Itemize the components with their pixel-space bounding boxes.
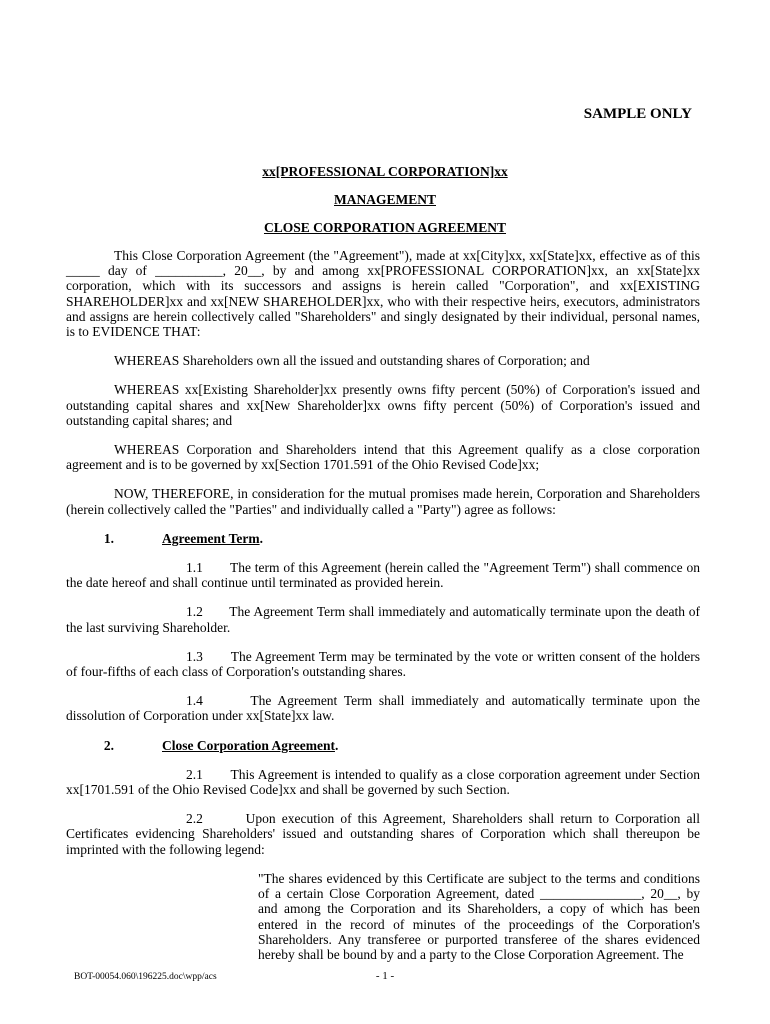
sample-only-stamp: SAMPLE ONLY [583, 106, 692, 122]
now-therefore-paragraph: NOW, THEREFORE, in consideration for the mutual promises made herein, Corporation and Shareholders (herein collectively called the "Parties" and individually called a "Party") agree as follows: [66, 486, 700, 517]
section-2-number: 2. [103, 737, 114, 753]
whereas-paragraph-2: WHEREAS xx[Existing Shareholder]xx presently owns fifty percent (50%) of Corporation's issued and outstanding capital shares and xx[New Shareholder]xx owns fifty percent (50%) of Corporation's issued and outstanding capital shares; and [66, 382, 700, 428]
section-1-number: 1. [103, 530, 114, 546]
page-number: - 1 - [375, 970, 395, 982]
section-2-2: 2.2 Upon execution of this Agreement, Shareholders shall return to Corporation all Certificates evidencing Shareholders' issued and outstanding shares of Corporation which shall thereupon be imprinted with the following legend: [66, 811, 700, 857]
section-2-heading: 2. Close Corporation Agreement . [66, 738, 700, 753]
section-1-title: Agreement Term [162, 530, 260, 546]
section-1-3: 1.3 The Agreement Term may be terminated by the vote or written consent of the holders of four-fifths of each class of Corporation's outstanding shares. [66, 648, 700, 680]
title-agreement: CLOSE CORPORATION AGREEMENT [263, 220, 507, 235]
certificate-legend-quote: "The shares evidenced by this Certificate are subject to the terms and conditions of a certain Close Corporation Agreement, dated _______________, 20__, by and among the Corporation and its Shareholders, a copy of which has been entered in the record of minutes of the proceedings of the Corporation's Shareholders. Any transferee or purported transferee of the shares evidenced hereby shall be bound by and a party to the Close Corporation Agreement. The [258, 870, 700, 962]
title-company: xx[PROFESSIONAL CORPORATION]xx [262, 164, 508, 179]
whereas-paragraph-1: WHEREAS Shareholders own all the issued and outstanding shares of Corporation; and [114, 353, 590, 369]
footer-doc-ref: BOT-00054.060\196225.doc\wpp/acs [74, 972, 217, 982]
document-body [66, 248, 700, 962]
intro-paragraph: This Close Corporation Agreement (the "Agreement"), made at xx[City]xx, xx[State]xx, effective as of this _____ day of __________, 20__, by and among xx[PROFESSIONAL CORPORATION]xx, an xx[State]xx corporation, which with its successors and assigns is herein called "Corporation", and xx[EXISTING SHAREHOLDER]xx and xx[NEW SHAREHOLDER]xx, who with their respective heirs, executors, administrators and assigns are herein collectively called "Shareholders" and singly designated by their individual, personal names, is to EVIDENCE THAT: [66, 248, 700, 340]
section-1-2: 1.2 The Agreement Term shall immediately and automatically terminate upon the death of the last surviving Shareholder. [66, 604, 700, 635]
whereas-paragraph-3: WHEREAS Corporation and Shareholders intend that this Agreement qualify as a close corporation agreement and is to be governed by xx[Section 1701.591 of the Ohio Revised Code]xx; [66, 442, 700, 473]
section-1-1: 1.1 The term of this Agreement (herein called the "Agreement Term") shall commence on the date hereof and shall continue until terminated as provided herein. [66, 560, 700, 591]
section-1-heading: 1. Agreement Term . [66, 531, 700, 546]
section-2-title: Close Corporation Agreement [162, 737, 335, 753]
section-2-1: 2.1 This Agreement is intended to qualify as a close corporation agreement under Section xx[1701.591 of the Ohio Revised Code]xx and shall be governed by such Section. [66, 766, 700, 798]
section-1-4: 1.4 The Agreement Term shall immediately and automatically terminate upon the dissolution of Corporation under xx[State]xx law. [66, 693, 700, 724]
title-management: MANAGEMENT [334, 192, 436, 207]
